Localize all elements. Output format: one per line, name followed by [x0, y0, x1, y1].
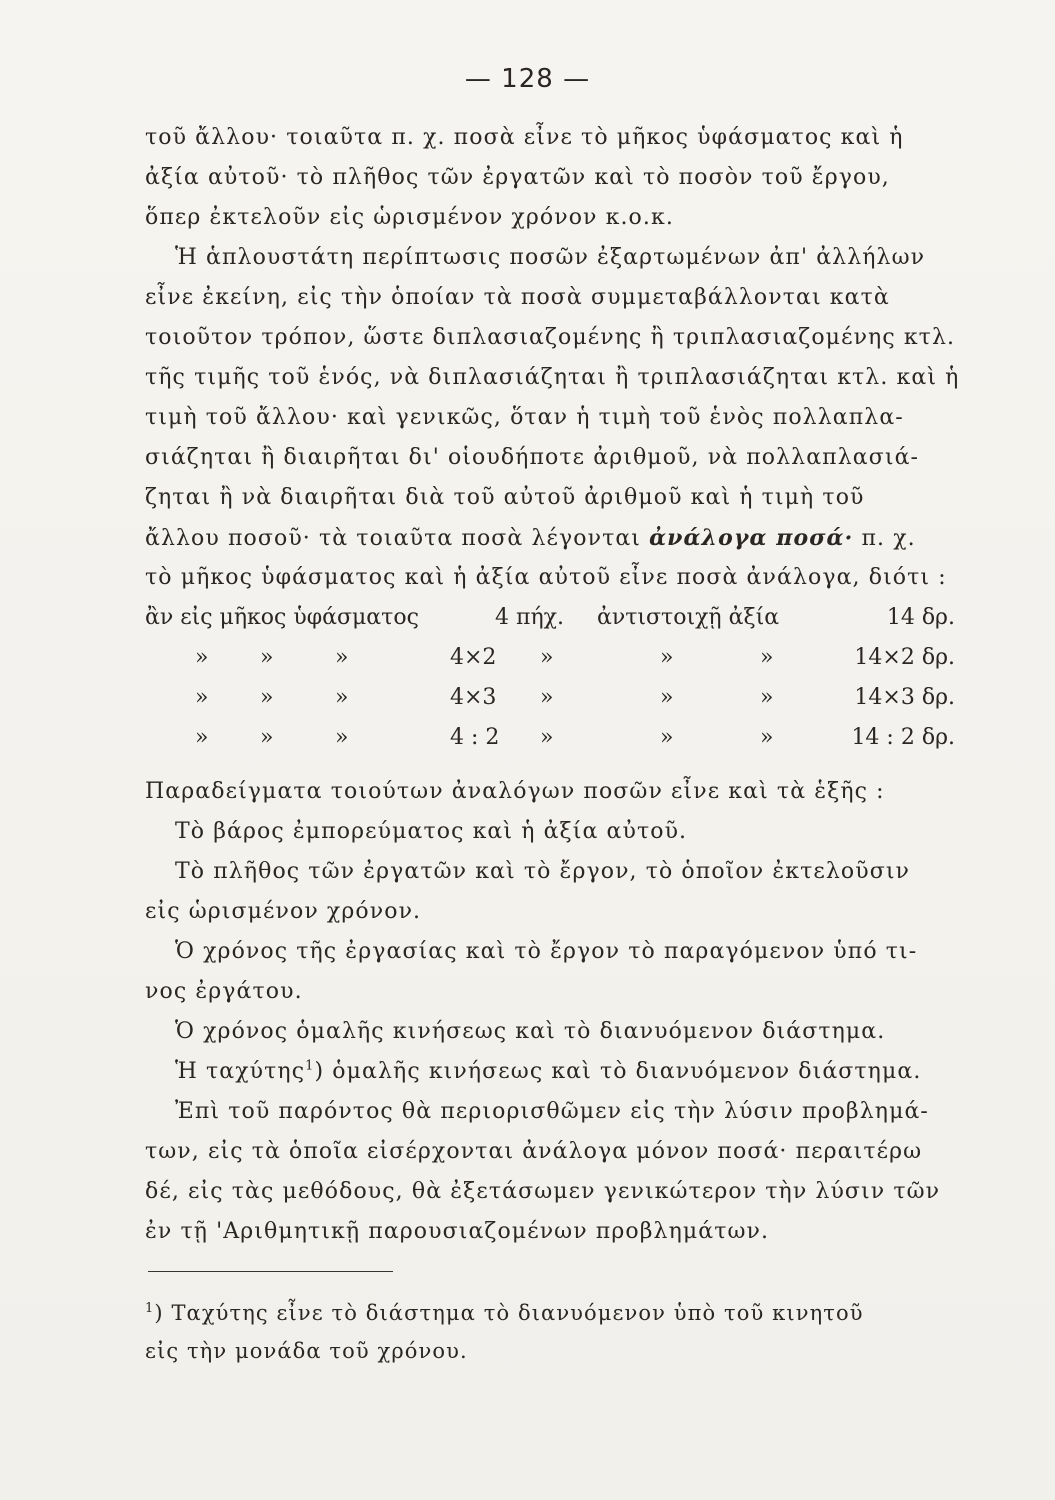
text-line: ζηται ἢ νὰ διαιρῆται διὰ τοῦ αὐτοῦ ἀριθμοῦ καὶ ἡ τιμὴ τοῦ	[145, 485, 865, 510]
closing-line: των, εἰς τὰ ὁποῖα εἰσέρχονται ἀνάλογα μόνον ποσά· περαιτέρω	[145, 1139, 923, 1164]
text-line: τοιοῦτον τρόπον, ὥστε διπλασιαζομένης ἢ τριπλασιαζομένης κτλ.	[145, 325, 956, 350]
text-line: Ἡ ἁπλουστάτη περίπτωσις ποσῶν ἐξαρτωμένων ἀπ' ἀλλήλων	[175, 245, 926, 270]
example-line: Ὁ χρόνος τῆς ἐργασίας καὶ τὸ ἔργον τὸ παραγόμενον ὑπό τι-	[175, 939, 918, 964]
footnote	[145, 1294, 965, 1370]
row-value: 4×3	[450, 685, 497, 710]
row-result: 14 δρ.	[886, 605, 955, 630]
example-line: εἰς ὡρισμένον χρόνον.	[145, 899, 422, 924]
spacer	[145, 758, 965, 772]
ditto-mark: »	[260, 645, 274, 670]
ditto-mark: »	[540, 725, 554, 750]
ditto-mark: »	[760, 725, 774, 750]
ditto-mark: »	[760, 645, 774, 670]
closing-line: Ἐπὶ τοῦ παρόντος θὰ περιορισθῶμεν εἰς τὴν λύσιν προβλημά-	[175, 1099, 929, 1124]
ditto-mark: »	[335, 685, 349, 710]
text-line: σιάζηται ἢ διαιρῆται δι' οἱουδήποτε ἀριθμοῦ, νὰ πολλαπλασιά-	[145, 445, 920, 470]
text-segment: Ἡ ταχύτης	[175, 1059, 306, 1084]
row-label: ἂν εἰς μῆκος ὑφάσματος	[145, 605, 419, 630]
example-line: νος ἐργάτου.	[145, 979, 303, 1004]
example-line: Τὸ πλῆθος τῶν ἐργατῶν καὶ τὸ ἔργον, τὸ ὁποῖον ἐκτελοῦσιν	[175, 859, 911, 884]
ditto-mark: »	[260, 725, 274, 750]
text-line: τιμὴ τοῦ ἄλλου· καὶ γενικῶς, ὅταν ἡ τιμὴ τοῦ ἑνὸς πολλαπλα-	[145, 405, 904, 430]
text-line: τὸ μῆκος ὑφάσματος καὶ ἡ ἀξία αὐτοῦ εἶνε ποσὰ ἀνάλογα, διότι :	[145, 565, 947, 590]
ditto-mark: »	[335, 645, 349, 670]
ditto-mark: »	[660, 685, 674, 710]
row-result: 14×2 δρ.	[854, 645, 955, 670]
emphasis-term: ἀνάλογα ποσά·	[649, 525, 854, 551]
text-segment: ) ὁμαλῆς κινήσεως καὶ τὸ διανυόμενον διάστημα.	[314, 1059, 922, 1084]
proportion-row	[145, 598, 965, 638]
text-line-with-emphasis	[145, 518, 965, 558]
row-value: 4 : 2	[450, 725, 500, 750]
ditto-mark: »	[260, 685, 274, 710]
ditto-mark: »	[540, 685, 554, 710]
footnote-marker: 1	[145, 1301, 155, 1316]
example-line: Παραδείγματα τοιούτων ἀναλόγων ποσῶν εἶνε καὶ τὰ ἑξῆς :	[145, 779, 885, 804]
ditto-mark: »	[660, 725, 674, 750]
row-result: 14×3 δρ.	[854, 685, 955, 710]
closing-line: ἐν τῇ 'Αριθμητικῇ παρουσιαζομένων προβλημάτων.	[145, 1219, 770, 1244]
text-segment: ἄλλου ποσοῦ· τὰ τοιαῦτα ποσὰ λέγονται	[145, 526, 650, 551]
footnote-reference: 1	[305, 1058, 315, 1074]
speed-line	[145, 1052, 965, 1092]
row-label-2: ἀντιστοιχῇ ἀξία	[597, 605, 780, 630]
row-value: 4×2	[450, 645, 497, 670]
ditto-mark: »	[660, 645, 674, 670]
proportion-row	[145, 718, 965, 758]
closing-line: δέ, εἰς τὰς μεθόδους, θὰ ἐξετάσωμεν γενικώτερον τὴν λύσιν τῶν	[145, 1179, 941, 1204]
example-line: Τὸ βάρος ἐμπορεύματος καὶ ἡ ἀξία αὐτοῦ.	[175, 819, 688, 844]
footnote-line	[145, 1294, 965, 1332]
row-value: 4 πήχ.	[495, 605, 564, 630]
proportion-row	[145, 678, 965, 718]
text-line: τῆς τιμῆς τοῦ ἑνός, νὰ διπλασιάζηται ἢ τριπλασιάζηται κτλ. καὶ ἡ	[145, 365, 960, 390]
footnote-line: εἰς τὴν μονάδα τοῦ χρόνου.	[145, 1339, 468, 1363]
ditto-mark: »	[195, 645, 209, 670]
example-line: Ὁ χρόνος ὁμαλῆς κινήσεως καὶ τὸ διανυόμενον διάστημα.	[175, 1019, 886, 1044]
proportion-row	[145, 638, 965, 678]
ditto-mark: »	[760, 685, 774, 710]
text-line: ἀξία αὐτοῦ· τὸ πλῆθος τῶν ἐργατῶν καὶ τὸ ποσὸν τοῦ ἔργου,	[145, 165, 890, 190]
text-line: εἶνε ἐκείνη, εἰς τὴν ὁποίαν τὰ ποσὰ συμμεταβάλλονται κατὰ	[145, 285, 890, 310]
main-text	[145, 118, 965, 1252]
row-result: 14 : 2 δρ.	[851, 725, 955, 750]
footnote-text: ) Ταχύτης εἶνε τὸ διάστημα τὸ διανυόμενον ὑπὸ τοῦ κινητοῦ	[154, 1301, 864, 1325]
ditto-mark: »	[335, 725, 349, 750]
text-segment: π. χ.	[853, 526, 916, 551]
text-line: ὅπερ ἐκτελοῦν εἰς ὡρισμένον χρόνον κ.ο.κ.	[145, 205, 674, 230]
ditto-mark: »	[195, 725, 209, 750]
footnote-divider	[148, 1271, 393, 1272]
text-line: τοῦ ἄλλου· τοιαῦτα π. χ. ποσὰ εἶνε τὸ μῆκος ὑφάσματος καὶ ἡ	[145, 125, 904, 150]
ditto-mark: »	[195, 685, 209, 710]
ditto-mark: »	[540, 645, 554, 670]
page-number: — 128 —	[464, 64, 591, 94]
